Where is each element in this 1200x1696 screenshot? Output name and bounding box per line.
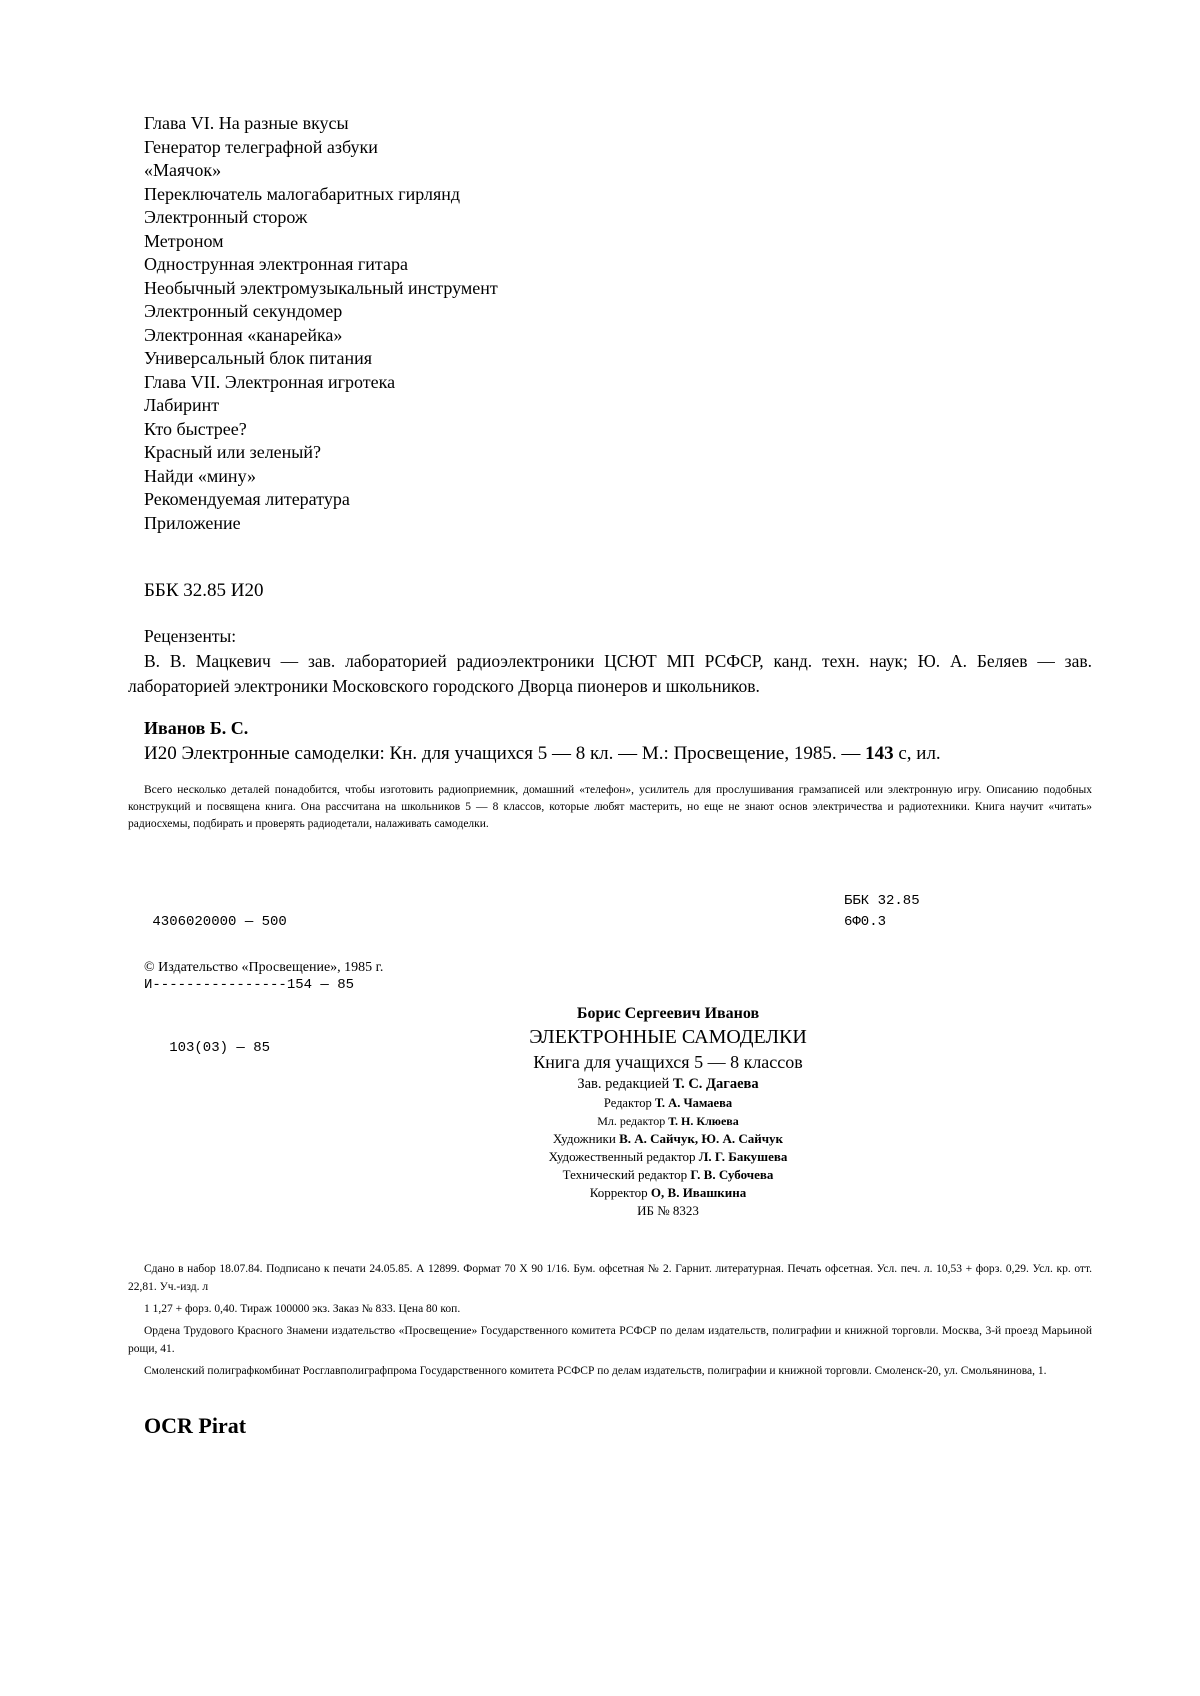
colophon-author: Борис Сергеевич Иванов: [576, 1005, 760, 1022]
toc-item: «Маячок»: [144, 160, 222, 180]
toc-item: Красный или зеленый?: [144, 442, 322, 462]
colophon-head-editor: Зав. редакцией Т. С. Дагаева: [577, 1076, 759, 1092]
code-class: 6Ф0.3: [844, 914, 887, 930]
toc-item: Лабиринт: [144, 395, 220, 415]
toc-item: Глава VII. Электронная игротека: [144, 371, 396, 392]
annotation-text: Всего несколько деталей понадобится, чтобы изготовить радиоприемник, домашний «телефон», усилитель для прослушивания грамзаписей или электронную игру. Описанию подобных конструкций и посвящена книга. Она рассчитана на школьников 5 — 8 классов, которые любят мастерить, но еще не знают основ электричества и радиотехники. Книга научит «читать» радиосхемы, подбирать и проверять радиодетали, налаживать самоделки.: [128, 784, 1092, 830]
code-line: 103(03) — 85: [144, 1040, 271, 1056]
biblio-tail: с, ил.: [898, 743, 941, 764]
print-info-paragraph: 1 1,27 + форз. 0,40. Тираж 100000 экз. Заказ № 833. Цена 80 коп.: [144, 1303, 461, 1315]
toc-item: Электронный секундомер: [144, 301, 343, 321]
toc-item: Универсальный блок питания: [144, 348, 373, 368]
colophon-ib-number: ИБ № 8323: [637, 1203, 699, 1218]
colophon-tech-editor: Технический редактор Г. В. Субочева: [562, 1167, 774, 1182]
copyright-notice: © Издательство «Просвещение», 1985 г.: [144, 960, 384, 975]
author-name: Иванов Б. С.: [144, 718, 249, 738]
reviewers-text: В. В. Мацкевич — зав. лабораторией радиоэлектроники ЦСЮТ МП РСФСР, канд. техн. наук; Ю. А. Беляев — зав. лабораторией электроники Московского городского Дворца пионеров и школьников.: [128, 651, 1092, 696]
colophon-artists: Художники В. А. Сайчук, Ю. А. Сайчук: [552, 1131, 784, 1146]
toc-item: Найди «мину»: [144, 465, 257, 486]
ocr-credit: OCR Pirat: [144, 1413, 247, 1438]
toc-item: Кто быстрее?: [144, 418, 247, 439]
reviewers-heading: Рецензенты:: [144, 626, 237, 646]
bibliographic-record: [144, 743, 941, 765]
biblio-main: И20 Электронные самоделки: Кн. для учащихся 5 — 8 кл. — М.: Просвещение, 1985. —: [144, 743, 861, 764]
colophon-art-editor: Художественный редактор Л. Г. Бакушева: [548, 1149, 788, 1164]
colophon-editor: Редактор Т. А. Чамаева: [603, 1096, 733, 1110]
colophon-title: ЭЛЕКТРОННЫЕ САМОДЕЛКИ: [529, 1026, 807, 1048]
toc-item: Приложение: [144, 512, 241, 533]
toc-item: Метроном: [144, 230, 224, 251]
colophon: [0, 1003, 1200, 1220]
toc-item: Рекомендуемая литература: [144, 489, 350, 509]
code-line: И----------------154 — 85: [144, 977, 355, 993]
print-info-paragraph: Сдано в набор 18.07.84. Подписано к печати 24.05.85. А 12899. Формат 70 X 90 1/16. Бум. офсетная № 2. Гарнит. литературная. Печать офсетная. Усл. печ. л. 10,53 + форз. 0,29. Усл. кр. отт. 22,81. Уч.-изд. л: [128, 1263, 1092, 1293]
code-bbk: ББК 32.85: [844, 893, 920, 909]
toc-item: Глава VI. На разные вкусы: [144, 113, 349, 133]
print-information: [128, 1260, 1092, 1384]
print-info-paragraph: Смоленский полиграфкомбинат Росглавполиграфпрома Государственного комитета РСФСР по делам издательств, полиграфии и книжной торговли. Смоленск-20, ул. Смольянинова, 1.: [144, 1365, 1047, 1377]
toc-item: Генератор телеграфной азбуки: [144, 136, 378, 157]
biblio-pages: 143: [865, 743, 894, 764]
bbk-index: ББК 32.85 И20: [144, 580, 264, 601]
colophon-subtitle: Книга для учащихся 5 — 8 классов: [533, 1052, 803, 1072]
toc-item: Электронная «канарейка»: [144, 324, 343, 345]
toc-item: Электронный сторож: [144, 207, 308, 227]
print-info-paragraph: Ордена Трудового Красного Знамени издательство «Просвещение» Государственного комитета РСФСР по делам издательств, полиграфии и книжной торговли. Москва, 3-й проезд Марьиной рощи, 41.: [128, 1325, 1092, 1355]
toc-item: Необычный электромузыкальный инструмент: [144, 277, 498, 298]
table-of-contents: [144, 112, 498, 535]
toc-item: Однострунная электронная гитара: [144, 254, 408, 274]
code-line: 4306020000 — 500: [144, 914, 287, 930]
colophon-proofreader: Корректор О, В. Ивашкина: [589, 1185, 747, 1200]
colophon-junior-editor: Мл. редактор Т. Н. Клюева: [597, 1114, 739, 1128]
toc-item: Переключатель малогабаритных гирлянд: [144, 183, 461, 204]
reviewers-block: [128, 624, 1092, 699]
